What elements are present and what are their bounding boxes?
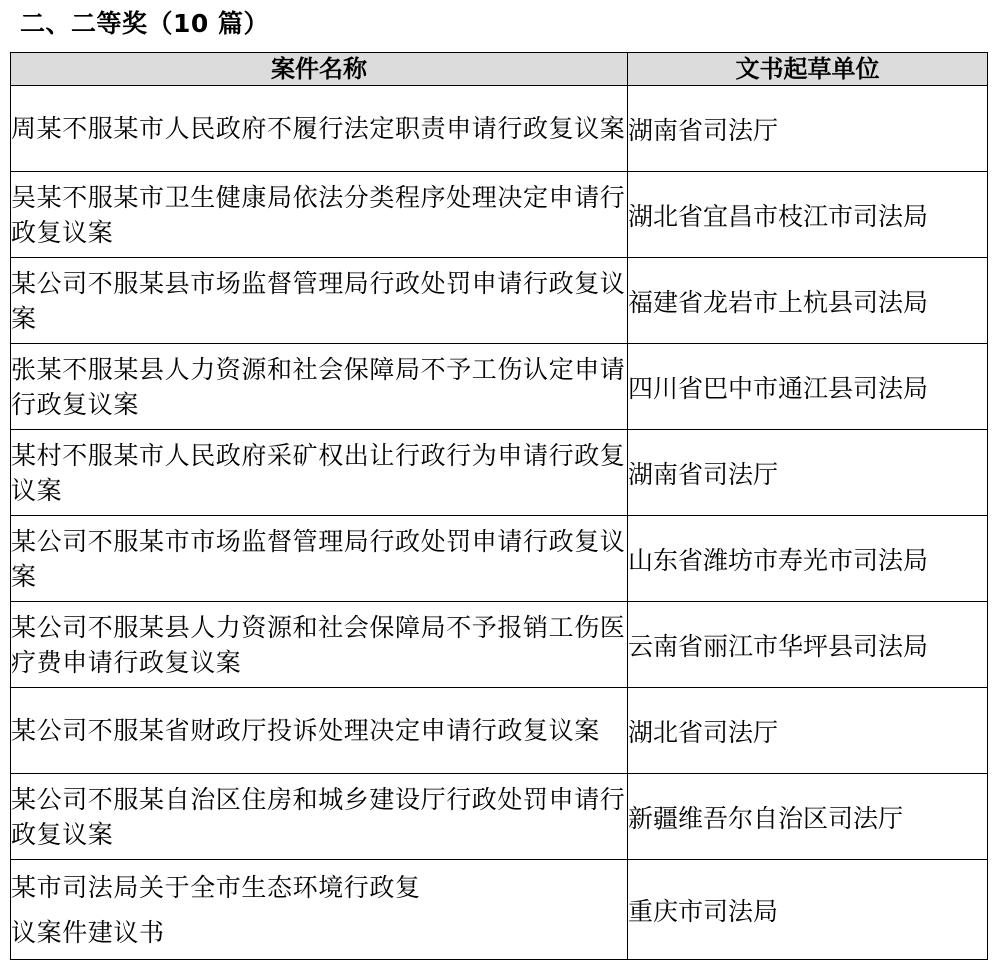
drafting-unit-cell: 云南省丽江市华坪县司法局 [628, 602, 988, 688]
table-header [11, 53, 988, 86]
case-name-cell: 某公司不服某市市场监督管理局行政处罚申请行政复议案 [11, 516, 628, 602]
case-name-cell: 某公司不服某县市场监督管理局行政处罚申请行政复议案 [11, 258, 628, 344]
drafting-unit-cell: 重庆市司法局 [628, 860, 988, 960]
table-row [11, 688, 988, 774]
case-name-cell: 某公司不服某县人力资源和社会保障局不予报销工伤医疗费申请行政复议案 [11, 602, 628, 688]
drafting-unit-cell: 福建省龙岩市上杭县司法局 [628, 258, 988, 344]
section-title: 二、二等奖（10 篇） [20, 9, 269, 38]
table-row [11, 344, 988, 430]
header-drafting-unit: 文书起草单位 [628, 53, 988, 86]
drafting-unit-cell: 新疆维吾尔自治区司法厅 [628, 774, 988, 860]
case-name-cell: 某公司不服某省财政厅投诉处理决定申请行政复议案 [11, 688, 628, 774]
drafting-unit-cell: 湖北省司法厅 [628, 688, 988, 774]
drafting-unit-cell: 湖北省宜昌市枝江市司法局 [628, 172, 988, 258]
table-row [11, 430, 988, 516]
drafting-unit-cell: 山东省潍坊市寿光市司法局 [628, 516, 988, 602]
drafting-unit-cell: 湖南省司法厅 [628, 86, 988, 172]
case-name-cell [11, 860, 628, 960]
case-name-cell: 张某不服某县人力资源和社会保障局不予工伤认定申请行政复议案 [11, 344, 628, 430]
table-row [11, 172, 988, 258]
header-case-name: 案件名称 [11, 53, 628, 86]
awards-table [10, 52, 988, 960]
table-row [11, 86, 988, 172]
table-row [11, 258, 988, 344]
table-row [11, 774, 988, 860]
table-row [11, 860, 988, 960]
case-name-cell: 吴某不服某市卫生健康局依法分类程序处理决定申请行政复议案 [11, 172, 628, 258]
drafting-unit-cell: 湖南省司法厅 [628, 430, 988, 516]
case-name-cell: 某村不服某市人民政府采矿权出让行政行为申请行政复议案 [11, 430, 628, 516]
case-name-cell: 某公司不服某自治区住房和城乡建设厅行政处罚申请行政复议案 [11, 774, 628, 860]
table-row [11, 516, 988, 602]
case-name-cell: 周某不服某市人民政府不履行法定职责申请行政复议案 [11, 86, 628, 172]
case-name-line-1: 某市司法局关于全市生态环境行政复 [11, 872, 421, 902]
case-name-line-2: 议案件建议书 [11, 917, 165, 947]
table-row [11, 602, 988, 688]
drafting-unit-cell: 四川省巴中市通江县司法局 [628, 344, 988, 430]
